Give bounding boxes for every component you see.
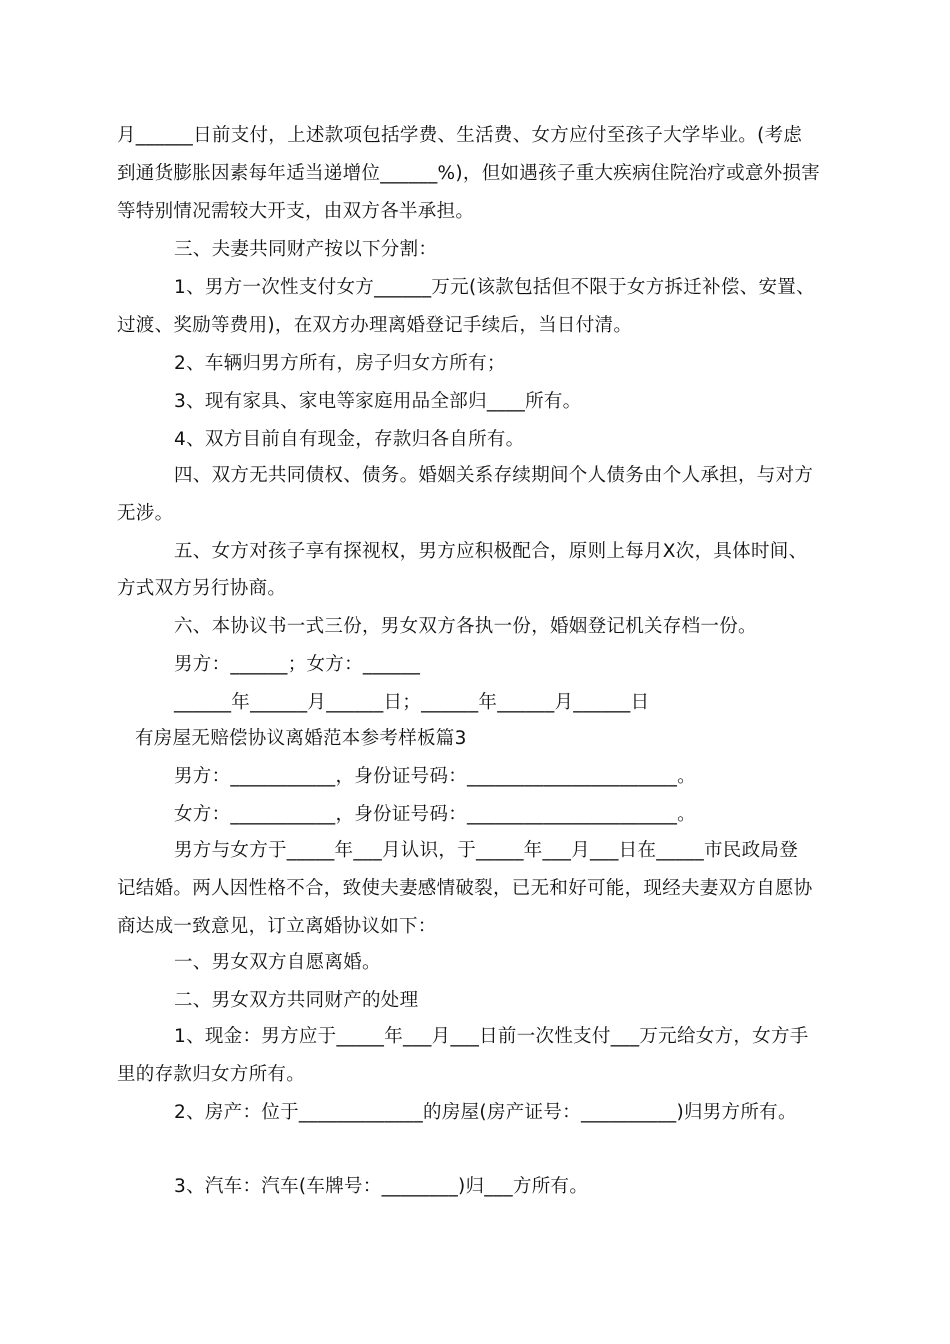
section-heading: 六、本协议书一式三份，男女双方各执一份，婚姻登记机关存档一份。 [174,616,757,637]
date-line: ______年______月______日；______年______月______日 [174,692,650,713]
body-line: 商达成一致意见，订立离婚协议如下： [117,916,437,937]
body-line: 2、房产：位于_____________的房屋(房产证号：__________)归男方所有。 [174,1102,797,1123]
body-line: 1、现金：男方应于_____年___月___日前一次性支付___万元给女方，女方手 [174,1026,809,1047]
body-line: 月______日前支付，上述款项包括学费、生活费、女方应付至孩子大学毕业。(考虑 [117,125,803,146]
section-heading: 五、女方对孩子享有探视权，男方应积极配合，原则上每月X次，具体时间、 [174,541,808,562]
body-line: 到通货膨胀因素每年适当递增位______%)，但如遇孩子重大疾病住院治疗或意外损害 [117,163,821,184]
body-line: 男方与女方于_____年___月认识，于_____年___月___日在_____市民政局登 [174,840,799,861]
body-line: 方式双方另行协商。 [117,578,287,599]
section-heading: 三、夫妻共同财产按以下分割： [174,239,438,260]
body-line: 2、车辆归男方所有，房子归女方所有； [174,353,506,374]
article-title: 有房屋无赔偿协议离婚范本参考样板篇3 [135,728,467,749]
section-heading: 二、男女双方共同财产的处理 [174,990,419,1011]
party-line: 男方：___________，身份证号码：______________________。 [174,766,696,787]
body-line: 1、男方一次性支付女方______万元(该款包括但不限于女方拆迁补偿、安置、 [174,277,815,298]
body-line: 3、汽车：汽车(车牌号：________)归___方所有。 [174,1176,589,1197]
body-line: 3、现有家具、家电等家庭用品全部归____所有。 [174,391,582,412]
party-line: 女方：___________，身份证号码：______________________。 [174,804,696,825]
body-line: 里的存款归女方所有。 [117,1064,306,1085]
body-line: 无涉。 [117,503,174,524]
body-line: 记结婚。两人因性格不合，致使夫妻感情破裂，已无和好可能，现经夫妻双方自愿协 [117,878,813,899]
section-heading: 四、双方无共同债权、债务。婚姻关系存续期间个人债务由个人承担，与对方 [174,465,814,486]
body-line: 4、双方目前自有现金，存款归各自所有。 [174,429,525,450]
signature-line: 男方：______；女方：______ [174,654,421,675]
section-heading: 一、男女双方自愿离婚。 [174,952,381,973]
body-line: 过渡、奖励等费用)，在双方办理离婚登记手续后，当日付清。 [117,315,633,336]
body-line: 等特别情况需较大开支，由双方各半承担。 [117,201,475,222]
